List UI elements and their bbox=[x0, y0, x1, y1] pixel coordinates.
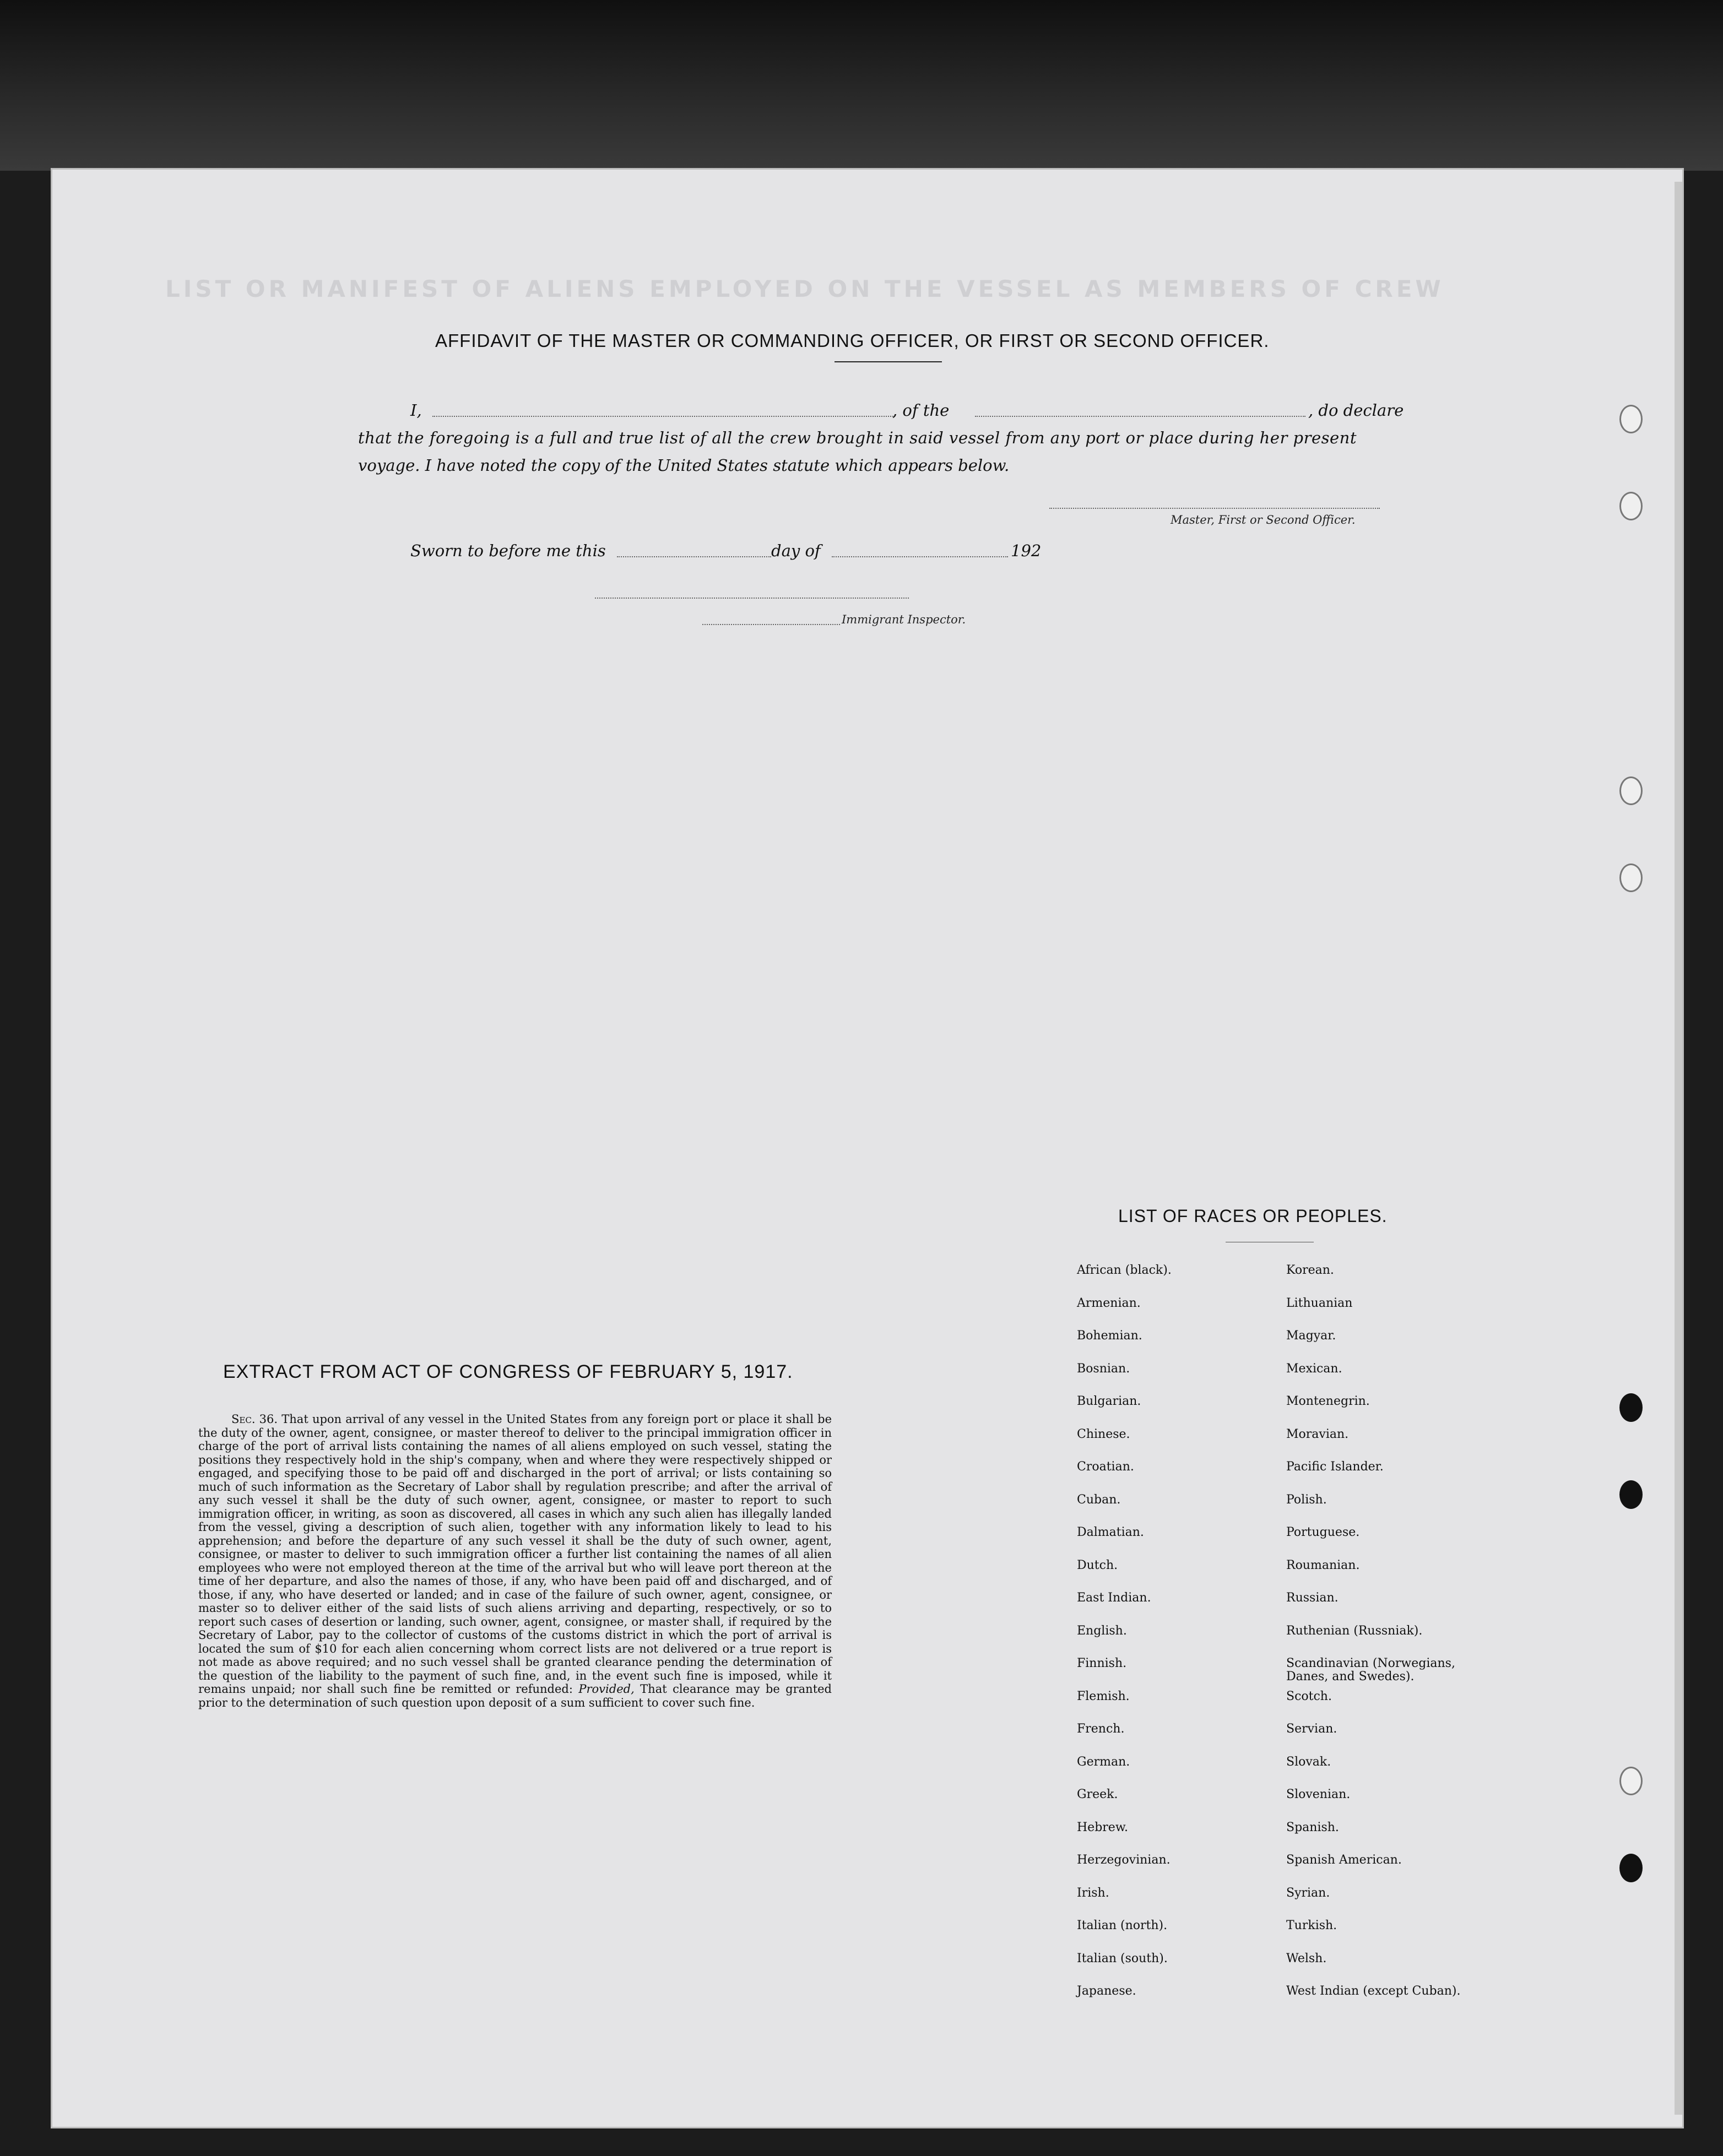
extract-title: EXTRACT FROM ACT OF CONGRESS OF FEBRUARY 5, 1917. bbox=[223, 1361, 793, 1382]
race-item: Flemish. bbox=[1077, 1689, 1130, 1703]
race-item: Polish. bbox=[1286, 1492, 1327, 1507]
punch-hole bbox=[1619, 1393, 1643, 1422]
scanner-frame bbox=[0, 0, 1723, 171]
extract-text-end: That clearance may be granted prior to the determination of such question upon deposit of a sum sufficient to cover such fine. bbox=[198, 1682, 832, 1709]
race-item: Bohemian. bbox=[1077, 1329, 1142, 1343]
race-item: Lithuanian bbox=[1286, 1296, 1353, 1310]
race-item: Dutch. bbox=[1077, 1558, 1118, 1572]
race-item: Ruthenian (Russniak). bbox=[1286, 1623, 1423, 1638]
race-item: West Indian (except Cuban). bbox=[1286, 1984, 1461, 1998]
race-item: Herzegovinian. bbox=[1077, 1853, 1171, 1867]
race-item: Scandinavian (Norwegians, Danes, and Swedes). bbox=[1286, 1657, 1455, 1683]
race-item: French. bbox=[1077, 1722, 1125, 1736]
inspector-caption: Immigrant Inspector. bbox=[842, 613, 966, 626]
race-item: Croatian. bbox=[1077, 1460, 1134, 1474]
race-item: Armenian. bbox=[1077, 1296, 1141, 1310]
race-item: Greek. bbox=[1077, 1788, 1118, 1801]
punch-hole bbox=[1619, 864, 1643, 892]
inspector-line-upper[interactable] bbox=[595, 598, 909, 599]
race-item: Chinese. bbox=[1077, 1427, 1130, 1441]
master-caption: Master, First or Second Officer. bbox=[1171, 513, 1356, 526]
extract-body bbox=[198, 1413, 832, 1709]
race-item: English. bbox=[1077, 1623, 1127, 1638]
race-item: Finnish. bbox=[1077, 1657, 1127, 1670]
race-item: Mexican. bbox=[1286, 1361, 1342, 1376]
affidavit-of-the: , of the bbox=[892, 401, 950, 420]
vessel-blank[interactable] bbox=[975, 416, 1305, 417]
race-item: Pacific Islander. bbox=[1286, 1460, 1384, 1474]
sworn-month-blank[interactable] bbox=[832, 556, 1008, 557]
race-item: Italian (south). bbox=[1077, 1951, 1168, 1965]
race-item: East Indian. bbox=[1077, 1591, 1151, 1605]
extract-text: That upon arrival of any vessel in the United States from any foreign port or place it shall be the duty of the owner, agent, consignee, or master thereof to deliver to the principal immigration officer in charge of the port of arrival lists containing the names of all aliens employed on such vessel, stating the positions they respectively hold in the ship's company, when and where they were respectively shipped or engaged, and specifying those to be paid off and discharged in the port of arrival; or lists containing so much of such information as the Secretary of Labor shall by regulation prescribe; and after the arrival of any such vessel it shall be the duty of such owner, agent, consignee, or master to report to such immigration officer, in writing, as soon as discovered, all cases in which any such alien has illegally landed from the vessel, giving a description of such alien, together with any information likely to lead to his apprehension; and before the departure of any such vessel it shall be the duty of such owner, agent, consignee, or master to deliver to such immigration officer a further list containing the names of all alien employees who were not employed thereon at the time of the arrival but who will leave port thereon at the time of her departure, and also the names of those, if any, who have been paid off and discharged, and of those, if any, who have deserted or landed; and in case of the failure of such owner, agent, consignee, or master so to deliver either of the said lists of such aliens arriving and departing, respectively, or so to report such cases of desertion or landing, such owner, agent, consignee, or master shall, if required by the Secretary of Labor, pay to the collector of customs of the customs district in which the port of arrival is located the sum of $10 for each alien concerning whom correct lists are not delivered or a true report is not made as above required; and no such vessel shall be granted clearance pending the determination of the question of the liability to the payment of such fine, and, in the event such fine is imposed, while it remains unpaid; nor shall such fine be remitted or refunded: bbox=[198, 1413, 832, 1696]
race-item: Syrian. bbox=[1286, 1886, 1330, 1900]
race-item: Irish. bbox=[1077, 1886, 1109, 1900]
races-list bbox=[1077, 1264, 1496, 2018]
race-item: Roumanian. bbox=[1286, 1558, 1360, 1572]
punch-hole bbox=[1619, 492, 1643, 520]
race-item: Slovenian. bbox=[1286, 1788, 1351, 1801]
race-item: Dalmatian. bbox=[1077, 1525, 1144, 1539]
race-item: Spanish. bbox=[1286, 1820, 1339, 1834]
race-item: Japanese. bbox=[1077, 1984, 1136, 1998]
race-item: Bosnian. bbox=[1077, 1361, 1130, 1376]
year-text: 192 bbox=[1011, 541, 1042, 560]
name-blank[interactable] bbox=[432, 416, 895, 417]
punch-hole bbox=[1619, 1854, 1643, 1882]
race-item: Russian. bbox=[1286, 1591, 1339, 1605]
master-signature-line[interactable] bbox=[1049, 508, 1380, 509]
race-item: Italian (north). bbox=[1077, 1919, 1168, 1932]
race-item: Cuban. bbox=[1077, 1492, 1121, 1507]
sworn-day-blank[interactable] bbox=[617, 556, 771, 557]
race-item: Welsh. bbox=[1286, 1951, 1327, 1965]
race-item: Turkish. bbox=[1286, 1919, 1337, 1932]
affidavit-title-rule bbox=[835, 361, 942, 362]
affidavit-i: I, bbox=[410, 401, 422, 420]
punch-hole bbox=[1619, 1767, 1643, 1795]
race-item: Moravian. bbox=[1286, 1427, 1349, 1441]
sworn-text: Sworn to before me this bbox=[410, 541, 606, 560]
race-item: Montenegrin. bbox=[1286, 1394, 1370, 1408]
race-item: Scotch. bbox=[1286, 1689, 1332, 1703]
inspector-line-lower[interactable] bbox=[702, 624, 840, 625]
affidavit-declare: , do declare bbox=[1308, 401, 1404, 420]
race-item: Bulgarian. bbox=[1077, 1394, 1141, 1408]
race-item: Spanish American. bbox=[1286, 1853, 1402, 1867]
race-item: Korean. bbox=[1286, 1263, 1334, 1277]
races-title: LIST OF RACES OR PEOPLES. bbox=[1118, 1206, 1388, 1226]
race-item: German. bbox=[1077, 1755, 1130, 1769]
race-item: Slovak. bbox=[1286, 1755, 1331, 1769]
provided-word: Provided, bbox=[578, 1682, 635, 1696]
page-edge bbox=[1675, 182, 1682, 2115]
race-item: African (black). bbox=[1077, 1263, 1172, 1277]
race-item: Portuguese. bbox=[1286, 1525, 1360, 1539]
race-item: Hebrew. bbox=[1077, 1820, 1129, 1834]
bleed-through-text: LIST OR MANIFEST OF ALIENS EMPLOYED ON THE VESSEL AS MEMBERS OF CREW bbox=[165, 275, 1444, 302]
race-item: Servian. bbox=[1286, 1722, 1337, 1736]
punch-hole bbox=[1619, 776, 1643, 805]
punch-hole bbox=[1619, 1480, 1643, 1509]
race-item: Magyar. bbox=[1286, 1329, 1336, 1343]
affidavit-title: AFFIDAVIT OF THE MASTER OR COMMANDING OFFICER, OR FIRST OR SECOND OFFICER. bbox=[435, 330, 1270, 351]
punch-hole bbox=[1619, 405, 1643, 433]
affidavit-line-2: that the foregoing is a full and true list of all the crew brought in said vessel from any port or place during her present bbox=[358, 428, 1357, 447]
affidavit-line-3: voyage. I have noted the copy of the United States statute which appears below. bbox=[358, 456, 1010, 475]
section-label: Sec. 36. bbox=[231, 1413, 278, 1426]
day-of-text: day of bbox=[771, 541, 821, 560]
